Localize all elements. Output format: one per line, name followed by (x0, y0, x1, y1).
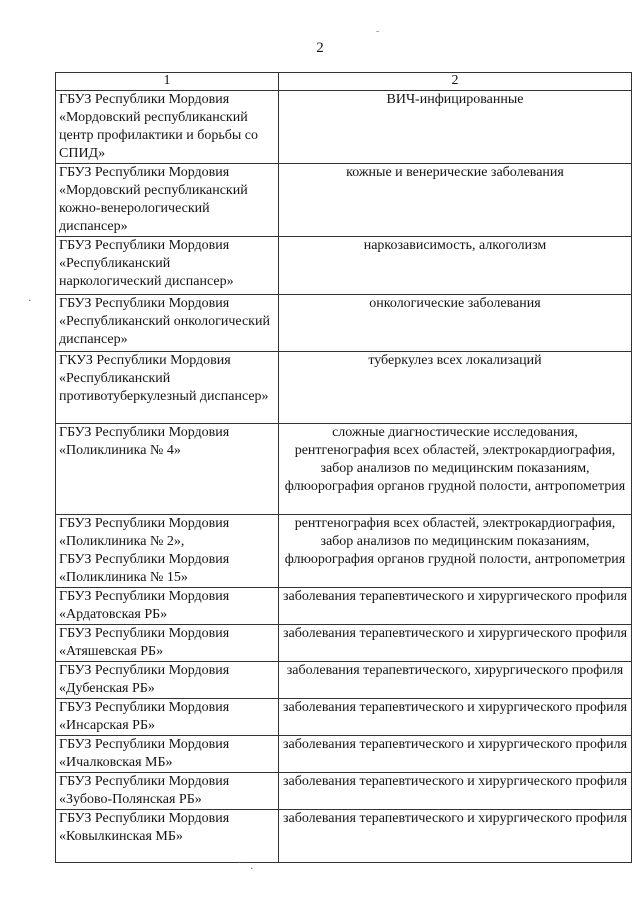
institutions-table (55, 72, 632, 863)
institution-name: ГБУЗ Республики Мордовия «Ардатовская РБ» (56, 588, 279, 625)
table-header-row (56, 73, 632, 91)
scan-speck: ˜ (376, 30, 380, 41)
institution-name: ГБУЗ Республики Мордовия «Инсарская РБ» (56, 699, 279, 736)
medical-profile: заболевания терапевтического и хирургического профиля (279, 810, 632, 863)
table-row (56, 424, 632, 515)
institution-name: ГБУЗ Республики Мордовия «Поликлиника № 2», ГБУЗ Республики Мордовия «Поликлиника № 15» (56, 515, 279, 588)
institution-name: ГБУЗ Республики Мордовия «Республиканский онкологический диспансер» (56, 295, 279, 352)
table-row (56, 810, 632, 863)
table-row (56, 515, 632, 588)
medical-profile: заболевания терапевтического и хирургического профиля (279, 588, 632, 625)
institution-name: ГБУЗ Республики Мордовия «Республиканский наркологический диспансер» (56, 237, 279, 295)
medical-profile: заболевания терапевтического и хирургического профиля (279, 625, 632, 662)
medical-profile: сложные диагностические исследования, рентгенография всех областей, электрокардиография, забор анализов по медицинским показаниям, флюорография органов грудной полости, антропометрия (279, 424, 632, 515)
table-row (56, 773, 632, 810)
medical-profile: кожные и венерические заболевания (279, 164, 632, 237)
medical-profile: заболевания терапевтического и хирургического профиля (279, 736, 632, 773)
table-row (56, 588, 632, 625)
institution-name: ГБУЗ Республики Мордовия «Мордовский республиканский центр профилактики и борьбы со СПИД» (56, 91, 279, 164)
medical-profile: туберкулез всех локализаций (279, 352, 632, 424)
table-row (56, 91, 632, 164)
scan-speck: · (238, 858, 242, 869)
medical-profile: ВИЧ-инфицированные (279, 91, 632, 164)
institution-name: ГБУЗ Республики Мордовия «Дубенская РБ» (56, 662, 279, 699)
scan-speck: · (28, 296, 32, 307)
table-row (56, 164, 632, 237)
medical-profile: рентгенография всех областей, электрокардиография, забор анализов по медицинским показаниям, флюорография органов грудной полости, антропометрия (279, 515, 632, 588)
institution-name: ГБУЗ Республики Мордовия «Ичалковская МБ» (56, 736, 279, 773)
table-row (56, 352, 632, 424)
institution-name: ГБУЗ Республики Мордовия «Атяшевская РБ» (56, 625, 279, 662)
table-row (56, 662, 632, 699)
medical-profile: наркозависимость, алкоголизм (279, 237, 632, 295)
institution-name: ГБУЗ Республики Мордовия «Зубово-Полянская РБ» (56, 773, 279, 810)
column-header-1: 1 (56, 73, 279, 91)
medical-profile: заболевания терапевтического и хирургического профиля (279, 773, 632, 810)
table-row (56, 736, 632, 773)
medical-profile: онкологические заболевания (279, 295, 632, 352)
scan-speck: · (250, 864, 254, 875)
table-row (56, 625, 632, 662)
table-row (56, 699, 632, 736)
page-number: 2 (316, 40, 324, 56)
table-row (56, 237, 632, 295)
column-header-2: 2 (279, 73, 632, 91)
institution-name: ГКУЗ Республики Мордовия «Республиканский противотуберкулезный диспансер» (56, 352, 279, 424)
medical-profile: заболевания терапевтического и хирургического профиля (279, 699, 632, 736)
medical-profile: заболевания терапевтического, хирургического профиля (279, 662, 632, 699)
institution-name: ГБУЗ Республики Мордовия «Мордовский республиканский кожно-венерологический диспансер» (56, 164, 279, 237)
table-row (56, 295, 632, 352)
institution-name: ГБУЗ Республики Мордовия «Ковылкинская МБ» (56, 810, 279, 863)
institution-name: ГБУЗ Республики Мордовия «Поликлиника № 4» (56, 424, 279, 515)
